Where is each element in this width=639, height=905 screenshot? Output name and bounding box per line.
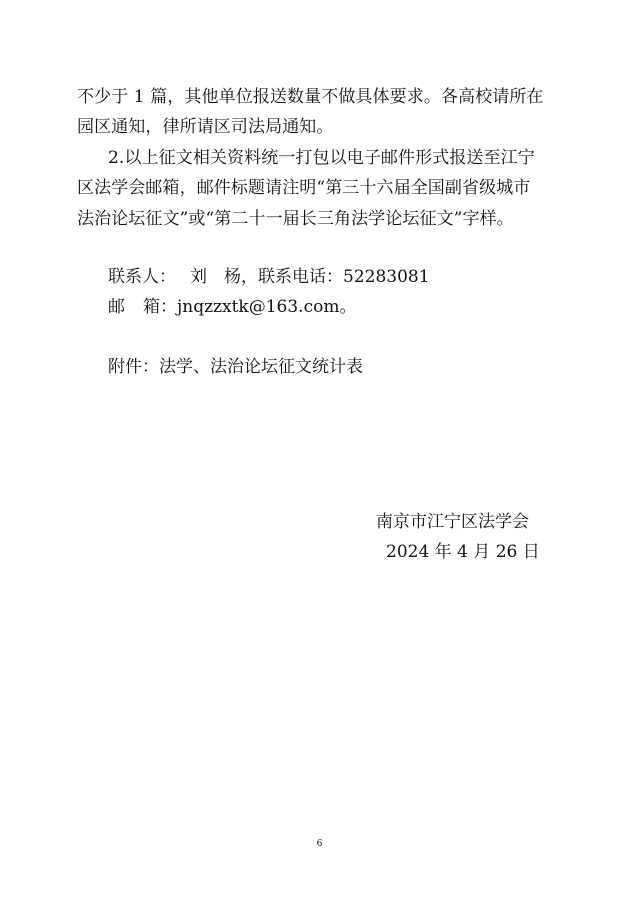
contact-person-label: 联系人：	[108, 267, 176, 287]
attachment-line: 附件：法学、法治论坛征文统计表	[108, 357, 363, 377]
email-label-char-2: 箱：	[143, 297, 177, 317]
body-line-3: 2.以上征文相关资料统一打包以电子邮件形式报送至江宁	[108, 148, 535, 168]
page-number: 6	[316, 839, 323, 849]
body-line-5: 法治论坛征文”或“第二十一届长三角法学论坛征文”字样。	[77, 209, 514, 229]
contact-phone-label: ，联系电话：	[241, 267, 343, 287]
body-line-2: 园区通知，律所请区司法局通知。	[77, 117, 334, 137]
contact-phone: 52283081	[343, 267, 430, 287]
contact-email[interactable]: jnqzzxtk@163.com	[177, 297, 340, 317]
body-line-1: 不少于 1 篇，其他单位报送数量不做具体要求。各高校请所在	[77, 87, 544, 107]
contact-person-line	[108, 267, 430, 287]
contact-person-name: 刘 杨	[190, 267, 241, 287]
contact-email-line	[108, 297, 356, 317]
email-label-char-1: 邮	[108, 297, 125, 317]
email-end-punct: 。	[339, 297, 357, 317]
body-line-4: 区法学会邮箱，邮件标题请注明“第三十六届全国副省级城市	[77, 178, 531, 198]
signature-date: 2024 年 4 月 26 日	[386, 542, 540, 562]
signature-organization: 南京市江宁区法学会	[376, 512, 529, 532]
